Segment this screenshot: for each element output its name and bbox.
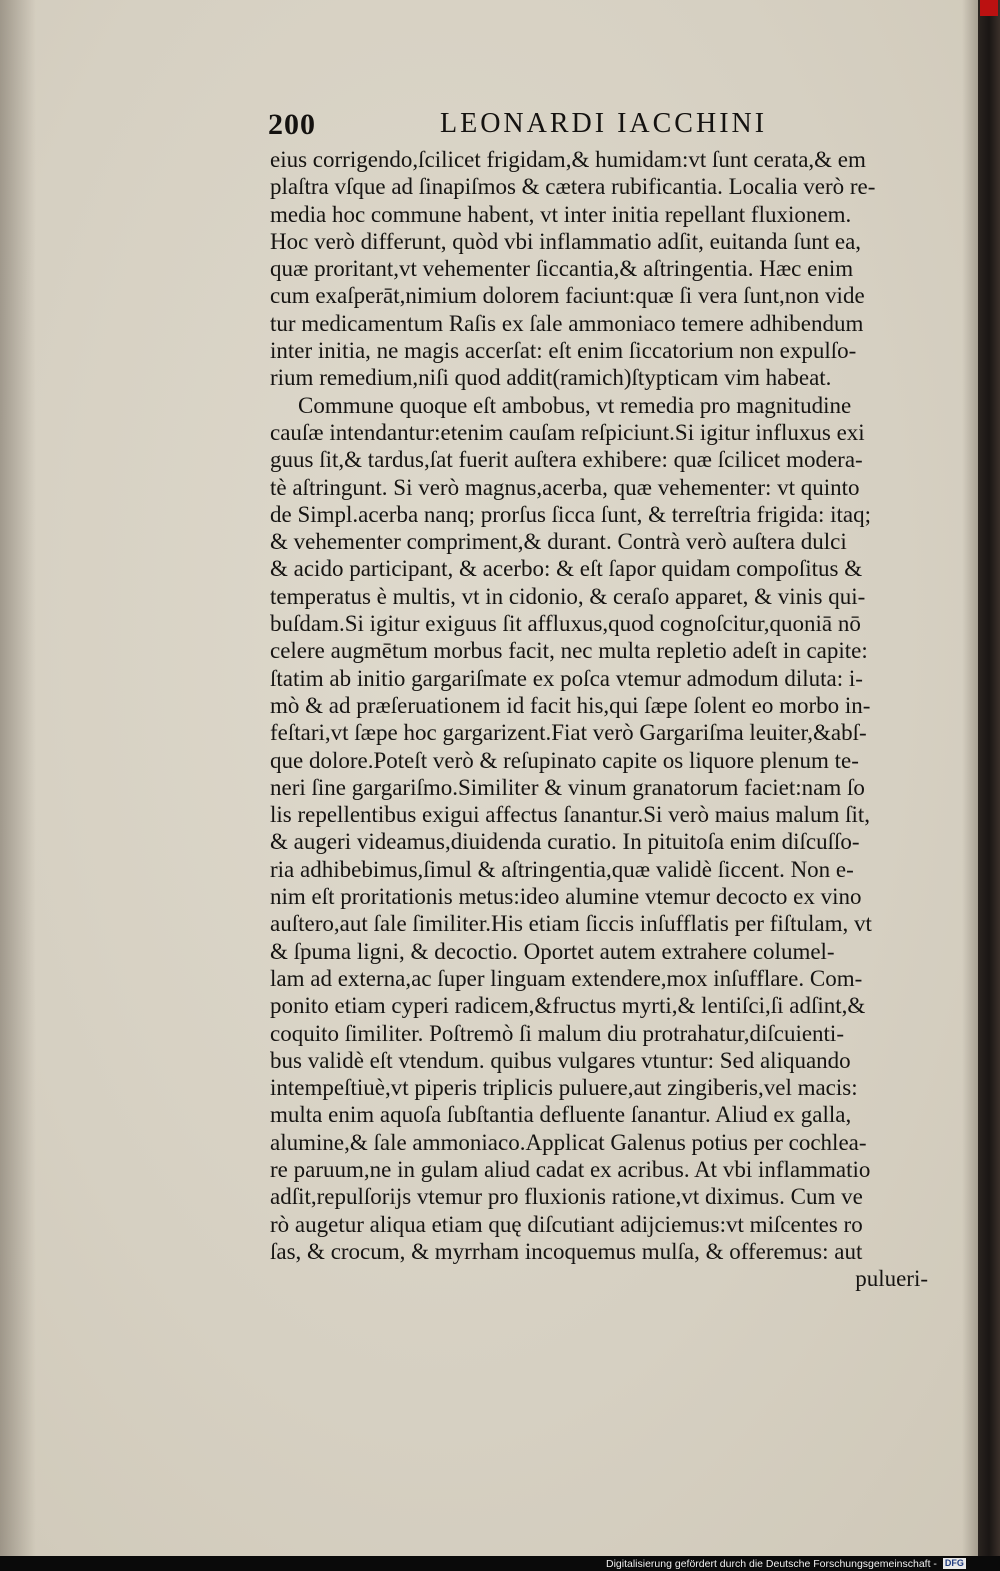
- text-line: buſdam.Si igitur exiguus ſit affluxus,quod cognoſcitur,quoniā nō: [270, 611, 861, 637]
- page-number: 200: [268, 108, 316, 141]
- text-line: inter initia, ne magis accerſat: eſt enim ſiccatorium non expulſo-: [270, 338, 857, 364]
- text-line: & vehementer compriment,& durant. Contrà verò auſtera dulci: [270, 529, 847, 555]
- catchword: pulueri-: [855, 1266, 928, 1292]
- body-text: [270, 146, 950, 1292]
- text-line: cauſæ intendantur:etenim cauſam reſpiciunt.Si igitur influxus exi: [270, 419, 865, 445]
- text-line: ponito etiam cyperi radicem,&fructus myrti,& lentiſci,ſi adſint,&: [270, 993, 866, 1019]
- text-line: media hoc commune habent, vt inter initia repellant fluxionem.: [270, 201, 852, 227]
- text-line: & augeri videamus,diuidenda curatio. In pituitoſa enim diſcuſſo-: [270, 829, 860, 855]
- page-edge-shadow: [962, 0, 978, 1556]
- text-line: multa enim aquoſa ſubſtantia defluente ſanantur. Aliud ex galla,: [270, 1102, 852, 1128]
- text-line: que dolore.Poteſt verò & reſupinato capite os liquore plenum te-: [270, 747, 859, 773]
- text-line: bus validè eſt vtendum. quibus vulgares vtuntur: Sed aliquando: [270, 1047, 851, 1073]
- text-line: re paruum,ne in gulam aliud cadat ex acribus. At vbi inflammatio: [270, 1156, 871, 1182]
- text-line: ſtatim ab initio gargariſmate ex poſca vtemur admodum diluta: i-: [270, 665, 863, 691]
- book-spine: [978, 0, 1000, 1556]
- text-line: quæ proritant,vt vehementer ſiccantia,& aſtringentia. Hæc enim: [270, 256, 854, 282]
- text-line: rium remedium,niſi quod addit(ramich)ſtypticam vim habeat.: [270, 365, 832, 391]
- text-line: & acido participant, & acerbo: & eſt ſapor quidam compoſitus &: [270, 556, 863, 582]
- text-line: cum exaſperāt,nimium dolorem faciunt:quæ ſi vera ſunt,non vide: [270, 283, 865, 309]
- text-line: nim eſt proritationis metus:ideo alumine vtemur decocto ex vino: [270, 884, 862, 910]
- spine-marker: [980, 0, 998, 16]
- paragraph-start-line: Commune quoque eſt ambobus, vt remedia pro magnitudine: [298, 392, 852, 418]
- text-line: plaſtra vſque ad ſinapiſmos & cætera rubificantia. Localia verò re-: [270, 174, 876, 200]
- text-line: coquito ſimiliter. Poſtremò ſi malum diu protrahatur,diſcuienti-: [270, 1020, 844, 1046]
- dfg-logo: DFG: [944, 1558, 964, 1568]
- text-line: lis repellentibus exigui affectus ſanantur.Si verò maius malum ſit,: [270, 802, 871, 828]
- text-line: tur medicamentum Raſis ex ſale ammoniaco temere adhibendum: [270, 310, 864, 336]
- text-line: de Simpl.acerba nanq; prorſus ſicca ſunt, & terreſtria frigida: itaq;: [270, 501, 871, 527]
- running-head: LEONARDI IACCHINI: [440, 108, 768, 139]
- text-line: & ſpuma ligni, & decoctio. Oportet autem extrahere columel-: [270, 938, 835, 964]
- text-line: adſit,repulſorijs vtemur pro fluxionis ratione,vt diximus. Cum ve: [270, 1184, 863, 1210]
- digitization-footer: [606, 1557, 1000, 1571]
- text-line: temperatus è multis, vt in cidonio, & ceraſo apparet, & vinis qui-: [270, 583, 866, 609]
- text-line: intempeſtiuè,vt piperis triplicis puluere,aut zingiberis,vel macis:: [270, 1075, 858, 1101]
- text-line: ria adhibebimus,ſimul & aſtringentia,quæ validè ſiccent. Non e-: [270, 856, 854, 882]
- text-line: guus ſit,& tardus,ſat fuerit auſtera exhibere: quæ ſcilicet modera-: [270, 447, 863, 473]
- text-line: tè aſtringunt. Si verò magnus,acerba, quæ vehementer: vt quinto: [270, 474, 860, 500]
- text-line: rò augetur aliqua etiam quę diſcutiant adijciemus:vt miſcentes ro: [270, 1211, 863, 1237]
- text-line: eius corrigendo,ſcilicet frigidam,& humidam:vt ſunt cerata,& em: [270, 147, 866, 172]
- funding-credit: Digitalisierung gefördert durch die Deutsche Forschungsgemeinschaft -: [606, 1558, 937, 1570]
- gutter-shadow: [0, 0, 36, 1556]
- text-line: celere augmētum morbus facit, nec multa repletio adeſt in capite:: [270, 638, 868, 664]
- text-line: neri ſine gargariſmo.Similiter & vinum granatorum faciet:nam ſo: [270, 774, 865, 800]
- text-line: lam ad externa,ac ſuper linguam extendere,mox inſufflare. Com-: [270, 965, 863, 991]
- text-line: ſas, & crocum, & myrrham incoquemus mulſa, & offeremus: aut: [270, 1238, 863, 1264]
- text-line: alumine,& ſale ammoniaco.Applicat Galenus potius per cochlea-: [270, 1129, 867, 1155]
- text-line: feſtari,vt ſæpe hoc gargarizent.Fiat verò Gargariſma leuiter,&abſ-: [270, 720, 867, 746]
- page-header: [268, 104, 968, 146]
- text-line: mò & ad præſeruationem id facit his,qui ſæpe ſolent eo morbo in-: [270, 692, 871, 718]
- text-line: auſtero,aut ſale ſimiliter.His etiam ſiccis inſufflatis per fiſtulam, vt: [270, 911, 872, 937]
- text-line: Hoc verò differunt, quòd vbi inflammatio adſit, euitanda ſunt ea,: [270, 228, 862, 254]
